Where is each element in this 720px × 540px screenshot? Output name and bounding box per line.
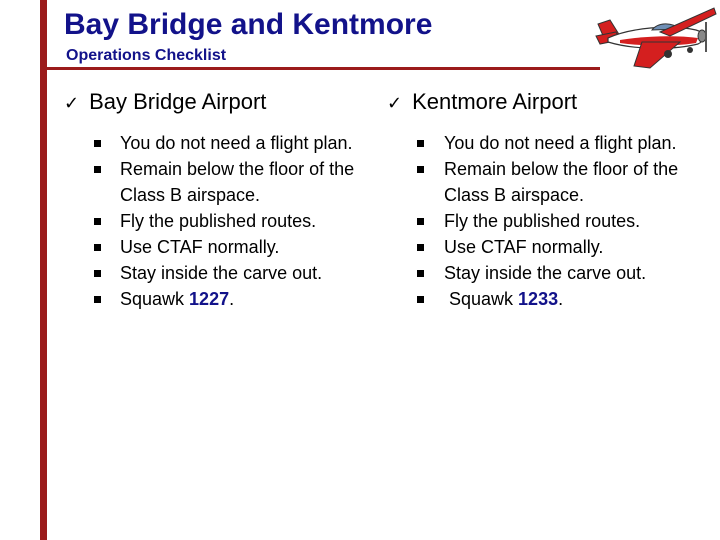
square-bullet-icon xyxy=(94,244,101,251)
list-item: Fly the published routes. xyxy=(64,208,364,234)
squawk-item: Squawk 1227. xyxy=(64,286,364,312)
squawk-code: 1233 xyxy=(518,289,559,309)
checkmark-icon: ✓ xyxy=(64,93,80,114)
page-title: Bay Bridge and Kentmore xyxy=(64,8,433,41)
column-heading: ✓ Bay Bridge Airport xyxy=(64,88,364,116)
square-bullet-icon xyxy=(94,166,101,173)
square-bullet-icon xyxy=(417,244,424,251)
list-item: Remain below the floor of the Class B airspace. xyxy=(387,156,707,208)
page-subtitle: Operations Checklist xyxy=(66,47,227,64)
list-item: You do not need a flight plan. xyxy=(64,130,364,156)
checklist xyxy=(387,130,707,312)
header-rule xyxy=(40,67,600,70)
square-bullet-icon xyxy=(417,166,424,173)
column-heading: ✓ Kentmore Airport xyxy=(387,88,707,116)
airplane-icon xyxy=(590,2,718,74)
square-bullet-icon xyxy=(417,140,424,147)
list-item: Use CTAF normally. xyxy=(387,234,707,260)
checkmark-icon: ✓ xyxy=(387,93,403,114)
squawk-item: Squawk 1233. xyxy=(387,286,707,312)
list-item: Stay inside the carve out. xyxy=(387,260,707,286)
squawk-code: 1227 xyxy=(189,289,230,309)
list-item: You do not need a flight plan. xyxy=(387,130,707,156)
left-accent-bar xyxy=(40,0,47,540)
square-bullet-icon xyxy=(417,296,424,303)
column-bay-bridge xyxy=(64,88,364,312)
checklist xyxy=(64,130,364,312)
square-bullet-icon xyxy=(417,270,424,277)
list-item: Fly the published routes. xyxy=(387,208,707,234)
list-item: Stay inside the carve out. xyxy=(64,260,364,286)
list-item: Use CTAF normally. xyxy=(64,234,364,260)
list-item: Remain below the floor of the Class B airspace. xyxy=(64,156,364,208)
square-bullet-icon xyxy=(94,270,101,277)
square-bullet-icon xyxy=(94,296,101,303)
square-bullet-icon xyxy=(417,218,424,225)
column-kentmore xyxy=(387,88,707,312)
square-bullet-icon xyxy=(94,218,101,225)
square-bullet-icon xyxy=(94,140,101,147)
